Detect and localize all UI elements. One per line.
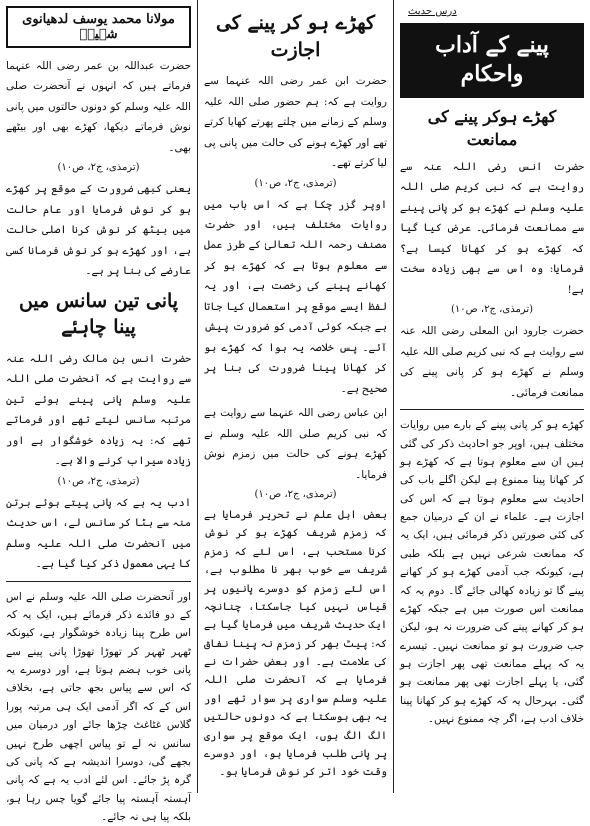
hadith-paragraph: حضرت انس رضی اللہ عنہ سے روایت ہے کہ نبی کریم صلی اللہ علیہ وسلم نے کھڑے ہو کر پانی پینے سے ممانعت فرمائی۔ عرض کیا گیا کہ کھڑے ہو کر کھانا کیسا ہے؟ فرمایا: وہ اس سے بھی زیادہ سخت ہے! <box>400 160 584 296</box>
commentary-paragraph: یعنی کبھی ضرورت کے موقع پر کھڑے ہو کر نوش فرمایا اور عام حالت میں بیٹھ کر نوش کرنا اصلی حالت ہے، اور کھڑے ہو کر نوش فرمانا کسی عارضے کی بنا پر ہے۔ <box>6 183 191 278</box>
section-kicker: درس حدیث <box>408 6 457 17</box>
hadith-paragraph: حضرت ابن عمر رضی اللہ عنہما سے روایت ہے کہ: ہم حضور صلی اللہ علیہ وسلم کے زمانے میں چلتے پھرتے کھایا کرتے تھے اور کھڑے ہونے کی حالت میں پانی پی لیا کرتے تھے۔ <box>204 75 387 170</box>
column-left <box>0 0 198 824</box>
subheading-prohibition: کھڑے ہوکر پینے کی ممانعت <box>427 107 557 149</box>
hadith-reference: (ترمذی، ج۲، ص۱۰) <box>254 489 337 501</box>
heading-permission: کھڑے ہو کر پینے کی اجازت <box>215 12 376 61</box>
hadith-paragraph: حضرت انس بن مالک رضی اللہ عنہ سے روایت ہے کہ آنحضرت صلی اللہ علیہ وسلم پانی پینے ہوئے تین مرتبہ سانس لیتے تھے اور فرماتے تھے کہ: یہ زیادہ خوشگوار ہے اور زیادہ سیراب کرنے والا ہے۔ <box>6 352 191 468</box>
commentary-paragraph: ادب یہ ہے کہ پانی پیتے ہوئے برتن منہ سے ہٹا کر سانس لے، اس حدیث میں آنحضرت صلی اللہ علیہ وسلم کا یہی معمول ذکر کیا گیا ہے۔ <box>6 496 191 571</box>
author-byline-box: مولانا محمد یوسف لدھیانوی شہیدؒ <box>6 6 191 48</box>
hadith-paragraph: ابن عباس رضی اللہ عنہما سے روایت ہے کہ نبی کریم صلی اللہ علیہ وسلم نے کھڑے ہونے کی حالت میں زمزم نوش فرمایا۔ <box>204 407 387 481</box>
column-middle <box>198 0 394 793</box>
commentary-paragraph: اور آنحضرت صلی اللہ علیہ وسلم نے اس کے دو فائدے ذکر فرمائے ہیں، ایک یہ کہ اس طرح پینا زیادہ خوشگوار ہے، کیونکہ ٹھہر ٹھہر کر تھوڑا تھوڑا پانی پینے سے پانی خوب ہضم ہوتا ہے، اور دوسرے یہ کہ اس سے پیاس بجھ جاتی ہے، بخلاف اس کے کہ اگر آدمی ایک ہی مرتبہ پورا گلاس غٹاغٹ چڑھا جائے اور درمیان میں سانس نہ لے تو پیاس اچھی طرح نہیں بجھے گی، دوسرا اندیشہ ہے کہ پانی کی گرہ پڑ جائے۔ اس لئے ادب یہ ہے کہ پانی آہستہ آہستہ پیا جائے گویا چس رہا ہو، بلکہ پیا ہی نہ جائے۔ <box>6 590 191 824</box>
commentary-paragraph: کھڑے ہو کر پانی پینے کے بارے میں روایات مختلف ہیں، اوپر جو احادیث ذکر کی گئی ہیں ان سے معلوم ہوتا ہے کہ کھڑے ہو کر کھانا پینا ممنوع ہے لیکن اگلے باب کی احادیث سے معلوم ہوتا ہے کہ اس کی اجازت ہے۔ علماء نے ان کے درمیان جمع کی کئی صورتیں ذکر فرمائی ہیں، ایک یہ کہ ممانعت شرعی نہیں ہے بلکہ طبی ہے، کیونکہ جب آدمی کھڑے ہو کر کھانے پینے گا تو زیادہ کھالی جائے گا۔ دوم یہ کہ ممانعت اس صورت میں ہے جبکہ کھڑے ہو کر کھانے پینے کی ضرورت نہ ہو، لیکن جب ضرورت ہو تو ممانعت نہیں۔ تیسرے یہ کہ پہلے ممانعت تھی پھر اجازت ہو گئی، یا پہلے اجازت تھی پھر ممانعت ہو گئی۔ بہرحال یہ کہ کھڑے ہو کر کھانا پینا خلاف ادب ہے، اگر چہ ممنوع نہیں۔ <box>400 419 584 726</box>
hadith-paragraph: حضرت جارود ابن المعلی رضی اللہ عنہ سے روایت ہے کہ نبی کریم صلی اللہ علیہ وسلم نے کھڑے ہو کر پانی پینے کی ممانعت فرمائی۔ <box>400 325 584 399</box>
commentary-paragraph: بعض اہل علم نے تحریر فرمایا ہے کہ زمزم شریف کھڑے ہو کر نوش کرنا مستحب ہے، اس لئے کہ زمزم شریف سے خوب بھر نا مطلوب ہے، اس لئے زمزم کو دوسرے پانیوں پر قیاس نہیں کیا جاسکتا، چنانچہ ایک حدیث شریف میں فرمایا گیا ہے کہ: پیٹ بھر کر زمزم نہ پینا نفاق کی علامت ہے۔ اور بعض حضرات نے فرمایا ہے کہ آنحضرت صلی اللہ علیہ وسلم سواری پر سوار تھے اور یہ بھی ہوسکتا ہے کہ دونوں حالتیں الگ الگ ہوں، ایک موقع پر سواری پر پانی طلب فرمایا ہو، اور دوسرے وقت خود اتر کر نوش فرمایا ہو۔ <box>204 509 387 779</box>
column-right <box>394 0 590 793</box>
hadith-paragraph: حضرت عبداللہ بن عمر رضی اللہ عنہما فرماتے ہیں کہ انہوں نے آنحضرت صلی اللہ علیہ وسلم کو دونوں حالتوں میں پانی نوش فرماتے دیکھا، کھڑے بھی اور بیٹھے بھی۔ <box>6 60 191 154</box>
commentary-paragraph: اوپر گزر چکا ہے کہ اس باب میں روایات مختلف ہیں، اور حضرت مصنف رحمہ اللہ تعالیٰ کے طرز عمل سے معلوم ہوتا ہے کہ کھڑے ہو کر کھانے پینے کی رخصت ہے، اور یہ لفظ ایسے موقع پر استعمال کیا جاتا ہے جبکہ کوئی آدمی کو ضرورت پیش آئے۔ پس خلاصہ یہ ہوا کہ کھڑے ہو کر کھانا پینا ضرورت کی بنا پر صحیح ہے۔ <box>204 198 387 395</box>
heading-three-breaths: پانی تین سانس میں پینا چاہئے <box>18 289 179 339</box>
article-banner-title: پینے کے آداب واحکام <box>400 23 584 98</box>
hadith-reference: (ترمذی، ج۲، ص۱۰) <box>254 177 337 189</box>
hadith-reference: (ترمذی، ج۲، ص۱۰) <box>57 475 140 487</box>
hadith-reference: (ترمذی، ج۲، ص۱۰) <box>450 304 534 316</box>
hadith-reference: (ترمذی، ج۲، ص۱۰) <box>57 162 140 174</box>
divider <box>6 581 191 582</box>
divider <box>400 409 584 410</box>
